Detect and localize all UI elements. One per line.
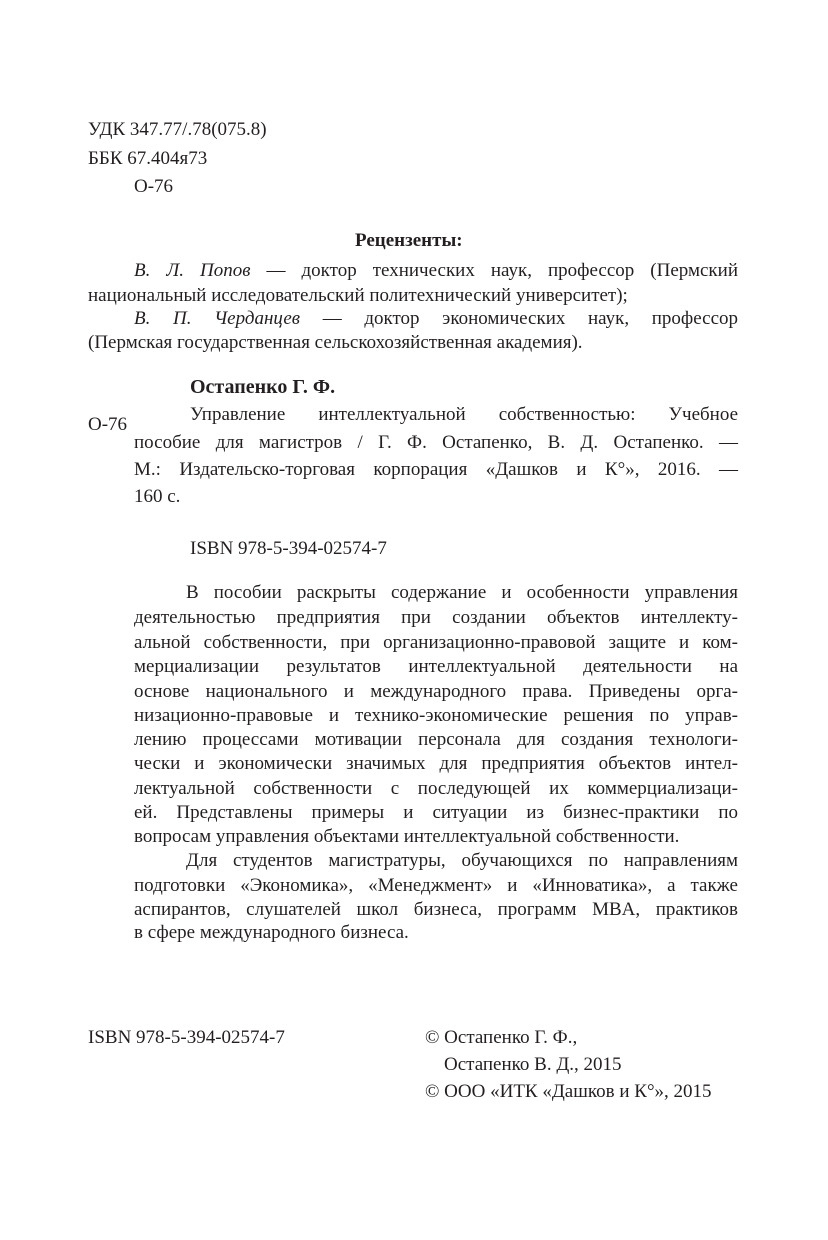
book-author: Остапенко Г. Ф. <box>190 376 336 398</box>
annotation-line-3: альной собственности, при организационно-правовой защите и ком- <box>134 632 738 653</box>
book-title-line-3: М.: Издательско-торговая корпорация «Дашков и К°», 2016. — <box>134 459 738 480</box>
book-title-line-4: 160 с. <box>134 486 181 507</box>
copyright-line-2: Остапенко В. Д., 2015 <box>444 1054 622 1075</box>
author-mark: О-76 <box>134 176 174 197</box>
reviewer-2-role: — доктор экономических наук, профессор <box>300 308 739 329</box>
reviewers-heading: Рецензенты: <box>355 230 463 251</box>
reviewer-1-name: В. Л. Попов <box>134 260 251 281</box>
annotation-line-11: вопросам управления объектами интеллектуальной собственности. <box>134 826 680 847</box>
copyright-line-1: © Остапенко Г. Ф., <box>425 1027 578 1048</box>
book-isbn: ISBN 978-5-394-02574-7 <box>190 538 387 559</box>
annotation-line-8: чески и экономически значимых для предприятия объектов интел- <box>134 753 738 774</box>
book-title-line-1: Управление интеллектуальной собственностью: Учебное <box>190 404 738 425</box>
book-title-line-2: пособие для магистров / Г. Ф. Остапенко, В. Д. Остапенко. — <box>134 432 738 453</box>
reviewer-2-name: В. П. Черданцев <box>134 308 301 329</box>
reviewer-1-role: — доктор технических наук, профессор (Пермский <box>250 260 738 281</box>
audience-line-4: в сфере международного бизнеса. <box>134 922 409 943</box>
audience-line-2: подготовки «Экономика», «Менеджмент» и «Инноватика», а также <box>134 875 738 896</box>
annotation-line-9: лектуальной собственности с последующей их коммерциализаци- <box>134 778 738 799</box>
reviewer-1-line-1 <box>134 260 738 282</box>
audience-line-1: Для студентов магистратуры, обучающихся по направлениям <box>186 850 738 871</box>
annotation-line-5: основе национального и международного права. Приведены орга- <box>134 681 738 702</box>
udk-code: УДК 347.77/.78(075.8) <box>88 119 267 140</box>
annotation-line-4: мерциализации результатов интеллектуальной деятельности на <box>134 656 738 677</box>
reviewer-2-line-2: (Пермская государственная сельскохозяйственная академия). <box>88 332 583 353</box>
annotation-line-7: лению процессами мотивации персонала для создания технологи- <box>134 729 738 750</box>
annotation-line-10: ей. Представлены примеры и ситуации из бизнес-практики по <box>134 802 738 823</box>
annotation-line-2: деятельностью предприятия при создании объектов интеллекту- <box>134 607 738 628</box>
annotation-line-1: В пособии раскрыты содержание и особенности управления <box>186 582 738 603</box>
footer-isbn: ISBN 978-5-394-02574-7 <box>88 1027 285 1048</box>
bbk-code: ББК 67.404я73 <box>88 148 208 169</box>
copyright-line-3: © ООО «ИТК «Дашков и К°», 2015 <box>425 1081 712 1102</box>
book-mark: О-76 <box>88 414 128 435</box>
reviewer-1-line-2: национальный исследовательский политехнический университет); <box>88 285 628 306</box>
annotation-line-6: низационно-правовые и технико-экономические решения по управ- <box>134 705 738 726</box>
audience-line-3: аспирантов, слушателей школ бизнеса, программ MBA, практиков <box>134 899 738 920</box>
reviewer-2-line-1 <box>134 308 738 330</box>
